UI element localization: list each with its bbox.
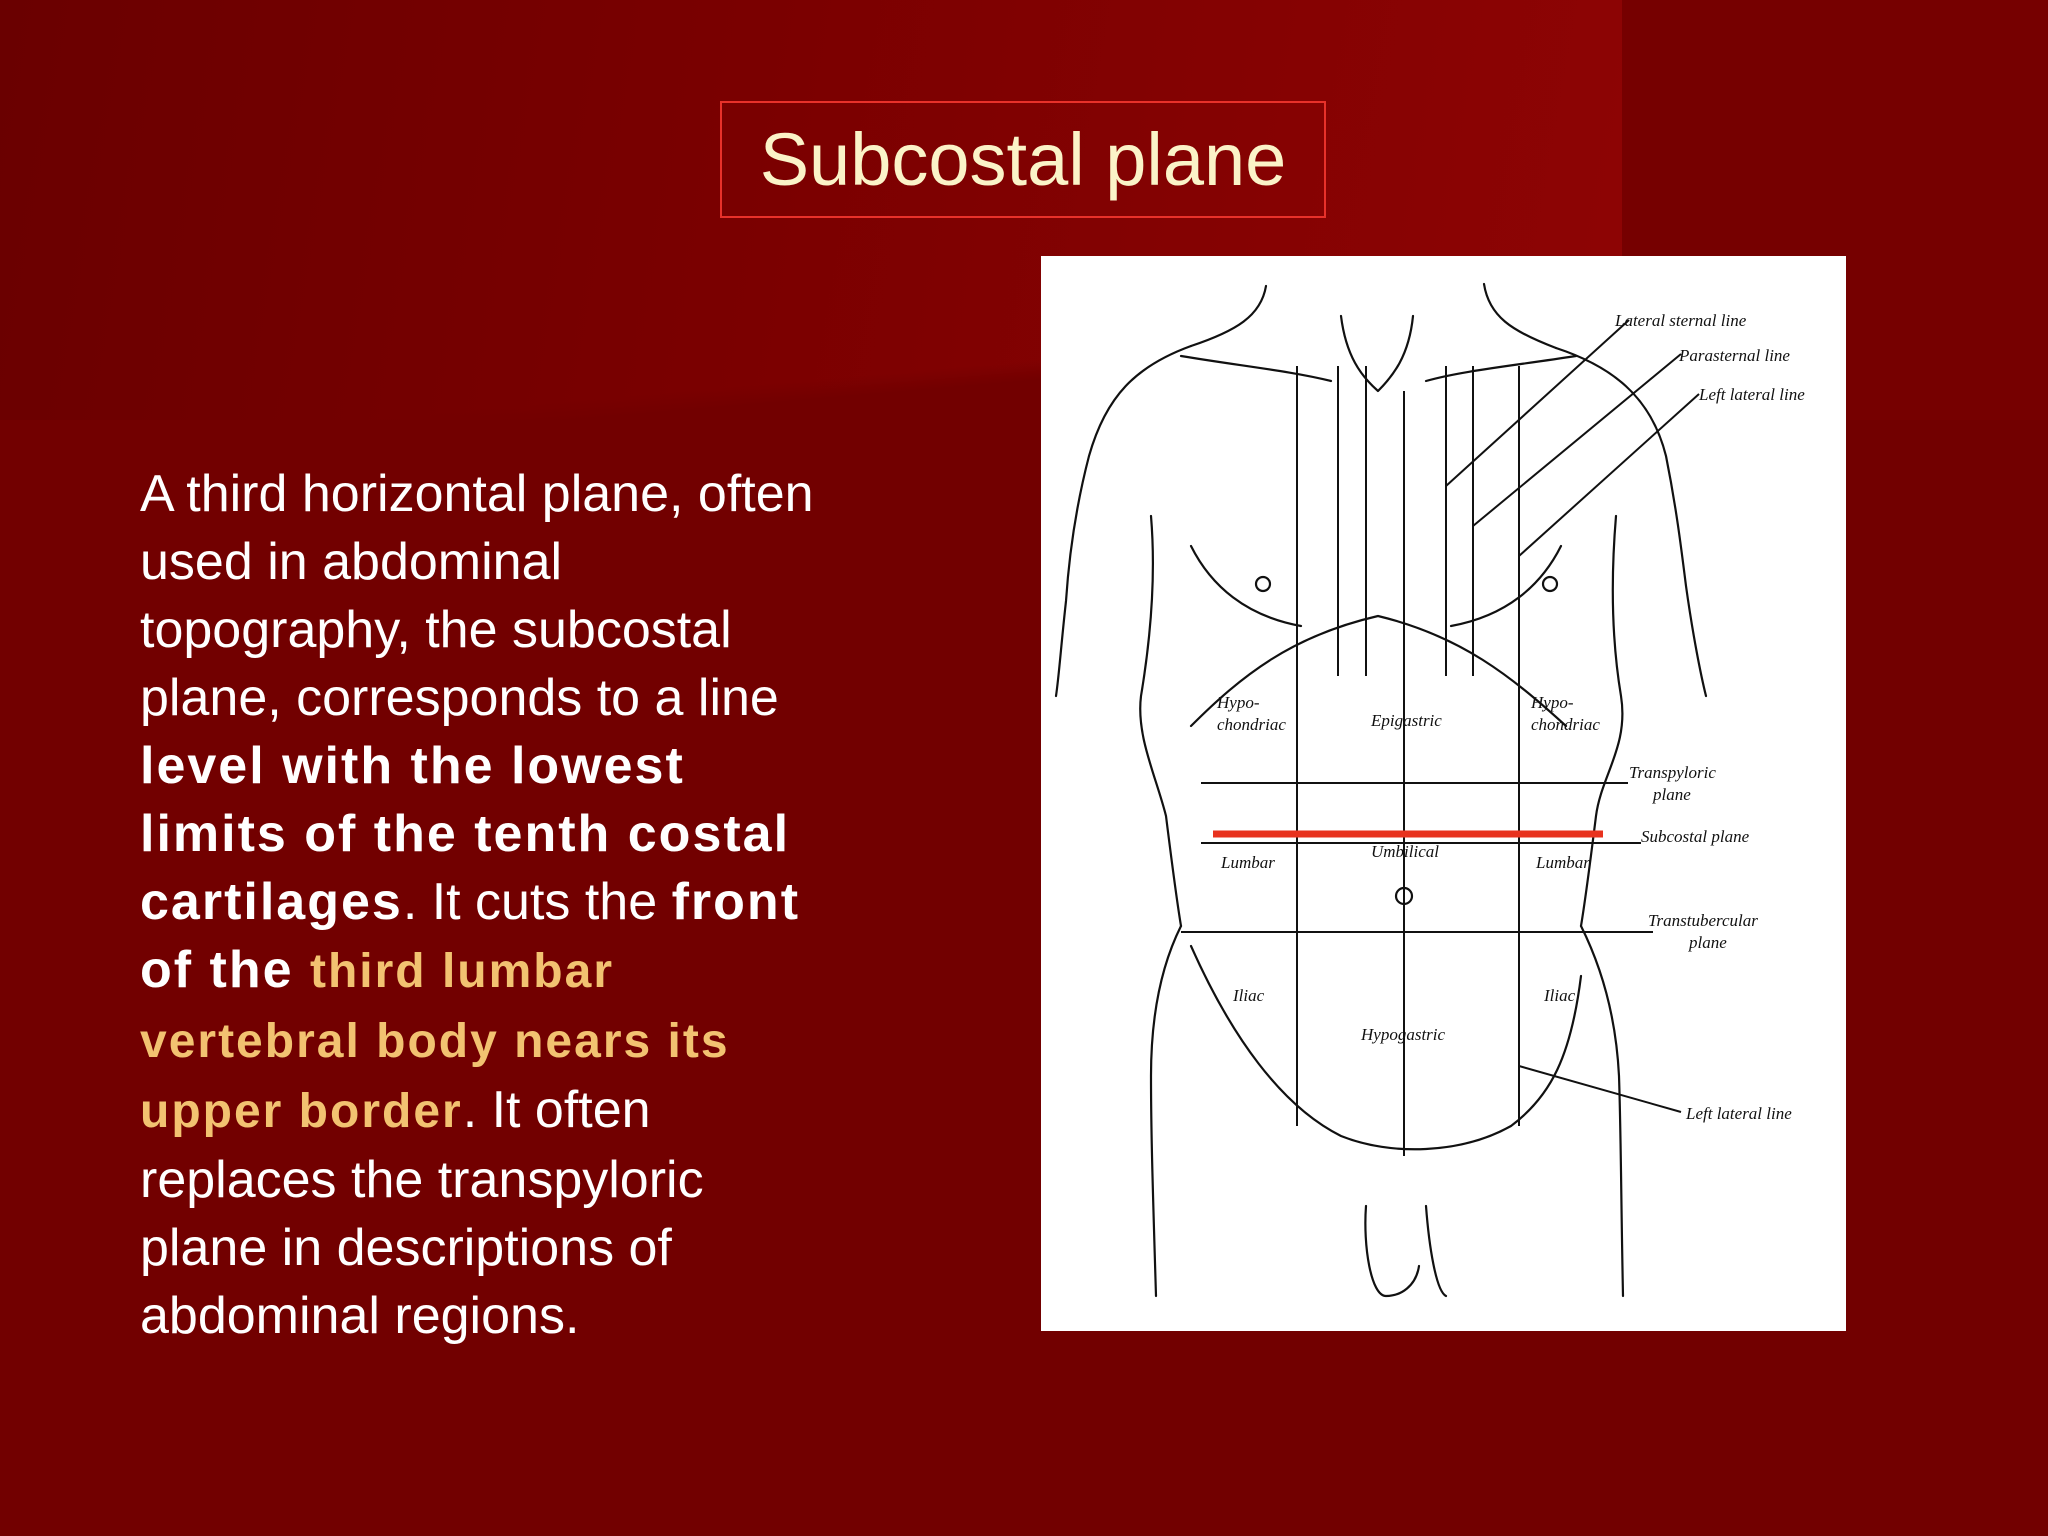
label-subcostal-plane: Subcostal plane (1641, 827, 1750, 846)
label-lumbar-right: Lumbar (1221, 853, 1275, 872)
label-parasternal-line: Parasternal line (1679, 346, 1790, 365)
slide-title: Subcostal plane (759, 118, 1287, 201)
body-highlight: third lumbar vertebral body nears its upper border (140, 945, 730, 1138)
label-lumbar-left: Lumbar (1536, 853, 1590, 872)
label-left-lateral-line-bottom: Left lateral line (1686, 1104, 1792, 1123)
body-paragraph (140, 460, 840, 1350)
label-lateral-sternal-line: Lateral sternal line (1615, 311, 1747, 330)
label-transpyloric-1: Transpyloric (1629, 763, 1716, 782)
label-transpyloric-2: plane (1653, 785, 1691, 804)
label-hypochondriac-left-1: Hypo- (1531, 693, 1574, 712)
anatomy-figure (1041, 256, 1846, 1331)
label-left-lateral-line-top: Left lateral line (1699, 385, 1805, 404)
abdominal-regions-diagram (1041, 256, 1846, 1331)
label-hypochondriac-right-1: Hypo- (1217, 693, 1260, 712)
label-iliac-right: Iliac (1233, 986, 1265, 1005)
label-iliac-left: Iliac (1544, 986, 1576, 1005)
body-bold-2: front of the (140, 873, 801, 999)
label-hypochondriac-right-2: chondriac (1217, 715, 1286, 734)
label-umbilical: Umbilical (1371, 842, 1439, 861)
diagram-labels (1216, 311, 1805, 1123)
leader-left-lateral-bottom (1519, 1066, 1681, 1112)
label-epigastric: Epigastric (1371, 711, 1442, 730)
leader-parasternal (1473, 354, 1681, 526)
label-transtubercular-2: plane (1689, 933, 1727, 952)
slide-title-box (720, 101, 1326, 218)
body-text-1: A third horizontal plane, often used in abdominal topography, the subcostal plane, corresponds to a line (140, 465, 814, 727)
leader-left-lateral-top (1519, 394, 1699, 556)
body-bold-1: level with the lowest limits of the tenth costal cartilages (140, 737, 791, 931)
label-transtubercular-1: Transtubercular (1648, 911, 1758, 930)
label-hypochondriac-left-2: chondriac (1531, 715, 1600, 734)
body-text-2: . It cuts the (402, 873, 672, 931)
body-outline (1056, 284, 1706, 1296)
body-text-3: . It often replaces the transpyloric plane in descriptions of abdominal regions. (140, 1081, 704, 1345)
label-hypogastric: Hypogastric (1361, 1025, 1446, 1044)
